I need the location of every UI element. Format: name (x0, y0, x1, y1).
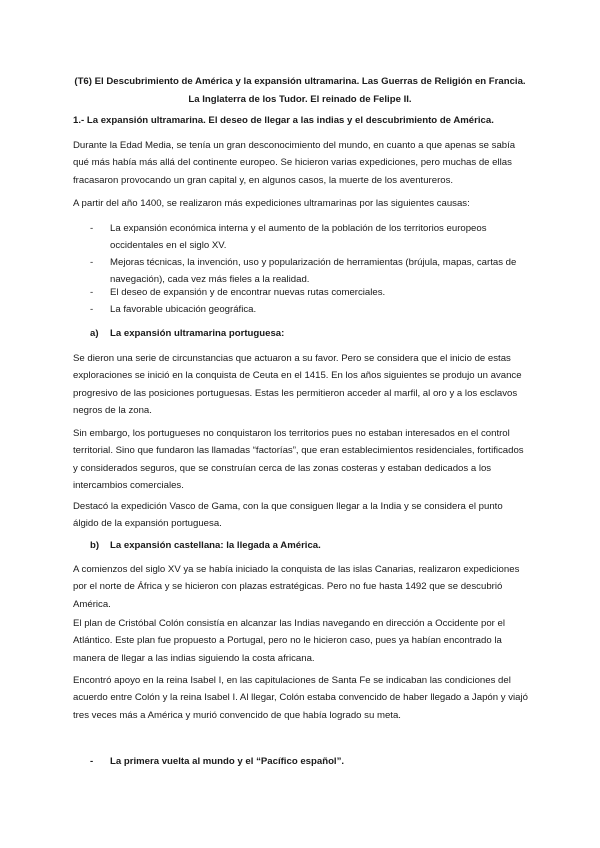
list-item-cause-1 (90, 220, 530, 255)
list-item-first-circumnavigation (90, 753, 344, 770)
subheading-marker: b) (90, 540, 100, 551)
paragraph-castilian-1: A comienzos del siglo XV ya se había iniciado la conquista de las islas Canarias, realizaron expediciones por el norte de África y se hicieron con plazas estratégicas. Pero no fue hasta 1492 que se descubrió América. (73, 564, 520, 610)
paragraph-portuguese-3: Destacó la expedición Vasco de Gama, con la que consiguen llegar a la India y se considera el punto álgido de la expansión portuguesa. (73, 501, 503, 530)
list-item-cause-3 (90, 284, 530, 301)
title-line-1: (T6) El Descubrimiento de América y la expansión ultramarina. Las Guerras de Religión en Francia. (74, 76, 526, 87)
title-line-2: La Inglaterra de los Tudor. El reinado de Felipe II. (188, 94, 412, 105)
paragraph-portuguese-2: Sin embargo, los portugueses no conquistaron los territorios pues no estaban interesados en el control territorial. Sino que fundaron las llamadas “factorías”, que eran establecimientos residenciales, fortificados y considerados seguros, que se construían cerca de las zonas costeras y estaban dedicados a los intercambios comerciales. (73, 428, 524, 491)
bullet-dash: - (90, 287, 94, 298)
list-item-text: El deseo de expansión y de encontrar nuevas rutas comerciales. (110, 287, 386, 298)
subheading-label: La expansión ultramarina portuguesa: (110, 328, 285, 339)
paragraph-intro: Durante la Edad Media, se tenía un gran desconocimiento del mundo, en cuanto a que apenas se sabía qué más había más allá del continente europeo. Se hicieron varias expediciones, pero muchas de ellas fracasaron provocando un gran capital y, en algunos casos, la muerte de los aventureros. (73, 140, 516, 186)
paragraph-castilian-3: Encontró apoyo en la reina Isabel I, en las capitulaciones de Santa Fe se indicaban las condiciones del acuerdo entre Colón y la reina Isabel I. Al llegar, Colón estaba convencido de haber llegado a Japón y viajó tres veces más a América y murió convencido de que había logrado su meta. (73, 675, 528, 721)
list-item-text: La favorable ubicación geográfica. (110, 304, 257, 315)
subheading-portuguese (90, 325, 284, 342)
subheading-marker: a) (90, 328, 99, 339)
bullet-dash: - (90, 304, 94, 315)
subheading-castilian (90, 537, 321, 554)
list-item-text: Mejoras técnicas, la invención, uso y popularización de herramientas (brújula, mapas, cartas de navegación), cada vez más fieles a la realidad. (110, 257, 517, 286)
bullet-dash: - (90, 223, 94, 234)
section-heading: 1.- La expansión ultramarina. El deseo de llegar a las indias y el descubrimiento de América. (73, 115, 494, 126)
paragraph-castilian-2: El plan de Cristóbal Colón consistía en alcanzar las Indias navegando en dirección a Occidente por el Atlántico. Este plan fue propuesto a Portugal, pero no le hicieron caso, pues ya habían encontrado la manera de llegar a las indias siguiendo la costa africana. (73, 618, 505, 664)
paragraph-portuguese-1: Se dieron una serie de circunstancias que actuaron a su favor. Pero se considera que el inicio de estas exploraciones se inició en la conquista de Ceuta en el 1415. En los años siguientes se produjo un avance progresivo de las posiciones portuguesas. Estas les permitieron acceder al marfil, al oro y a los esclavos negros de la zona. (73, 353, 522, 416)
list-item-text: La primera vuelta al mundo y el “Pacífico español”. (110, 756, 345, 767)
document-title (60, 73, 540, 109)
subheading-label: La expansión castellana: la llegada a América. (110, 540, 321, 551)
paragraph-causes-intro: A partir del año 1400, se realizaron más expediciones ultramarinas por las siguientes causas: (73, 198, 470, 209)
list-item-cause-4 (90, 301, 530, 318)
bullet-dash: - (90, 756, 94, 767)
list-item-text: La expansión económica interna y el aumento de la población de los territorios europeos occidentales en el siglo XV. (110, 223, 487, 252)
bullet-dash: - (90, 257, 94, 268)
